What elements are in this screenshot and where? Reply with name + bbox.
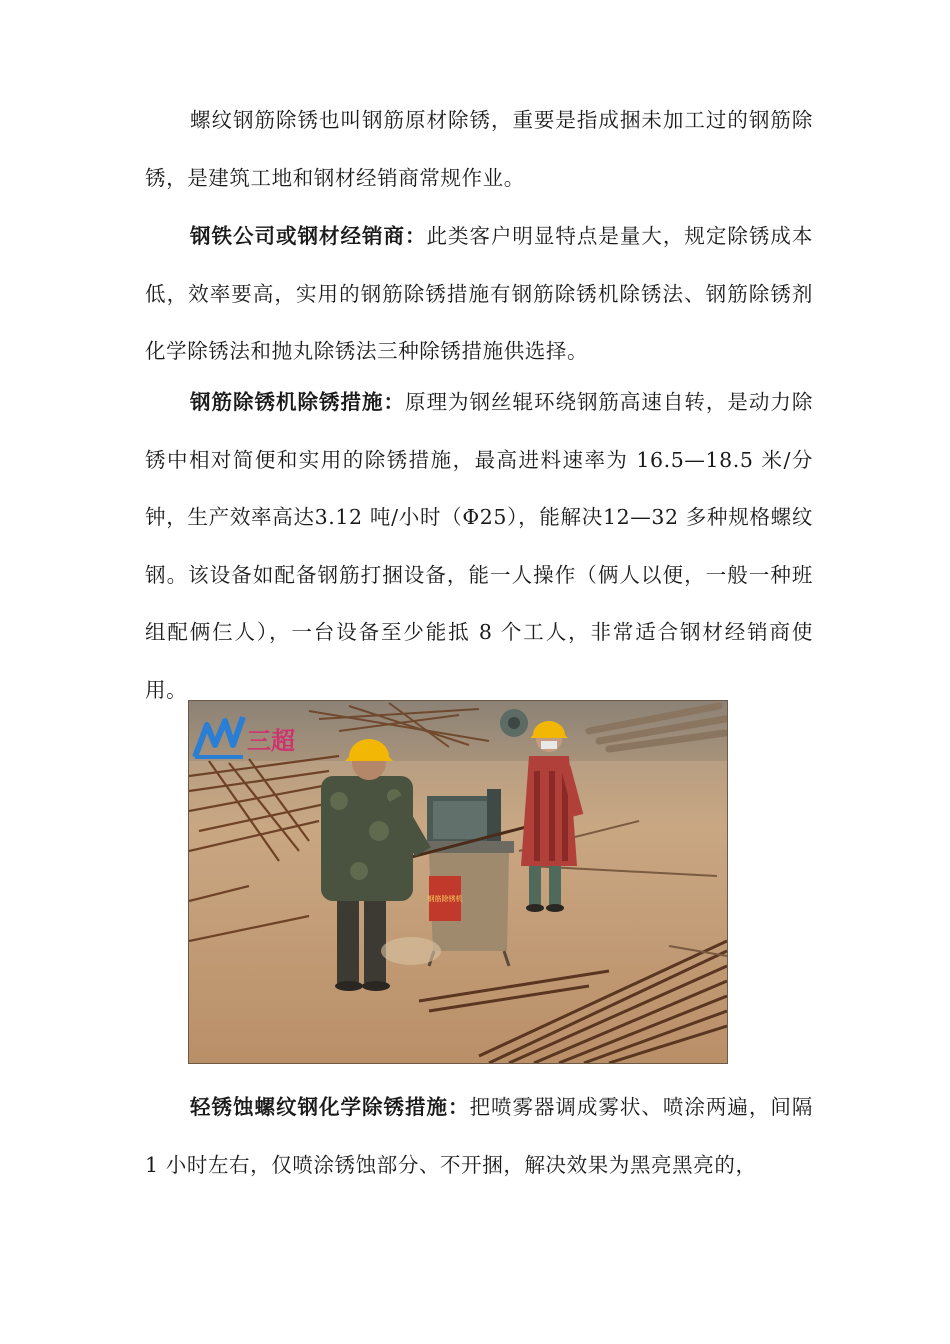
machine-label: 钢筋除锈机: [427, 895, 463, 903]
paragraph-lead: 钢铁公司或钢材经销商：: [190, 224, 427, 248]
paragraph-chemical-method: [145, 1079, 813, 1194]
logo-text: 三超: [247, 727, 295, 755]
paragraph-steel-companies: [145, 208, 813, 381]
paragraph-text: 螺纹钢筋除锈也叫钢筋原材除锈，重要是指成捆未加工过的钢筋除锈，是建筑工地和钢材经销商常规作业。: [145, 108, 813, 190]
paragraph-text: 把喷雾器调成雾状、喷涂两遍，间隔 1 小时左右，仅喷涂锈蚀部分、不开捆，解决效果为黑亮黑亮的，: [145, 1095, 813, 1177]
paragraph-intro: [145, 92, 813, 207]
paragraph-machine-method: [145, 374, 813, 719]
paragraph-lead: 轻锈蚀螺纹钢化学除锈措施：: [190, 1095, 470, 1119]
paragraph-text: 此类客户明显特点是量大，规定除锈成本低，效率要高，实用的钢筋除锈措施有钢筋除锈机除锈法、钢筋除锈剂化学除锈法和抛丸除锈法三种除锈措施供选择。: [145, 224, 813, 363]
rebar-derusting-photo: [188, 700, 728, 1064]
paragraph-lead: 钢筋除锈机除锈措施：: [190, 390, 405, 414]
photo-illustration: [189, 701, 727, 1063]
paragraph-text: 原理为钢丝辊环绕钢筋高速自转，是动力除锈中相对简便和实用的除锈措施，最高进料速率为 16.5—18.5 米/分钟，生产效率高达3.12 吨/小时（Φ25），能解决12—32 多种规格螺纹钢。该设备如配备钢筋打捆设备，能一人操作（俩人以便，一般一种班组配俩仨人），一台设备至少能抵 8 个工人，非常适合钢材经销商使用。: [145, 390, 813, 702]
